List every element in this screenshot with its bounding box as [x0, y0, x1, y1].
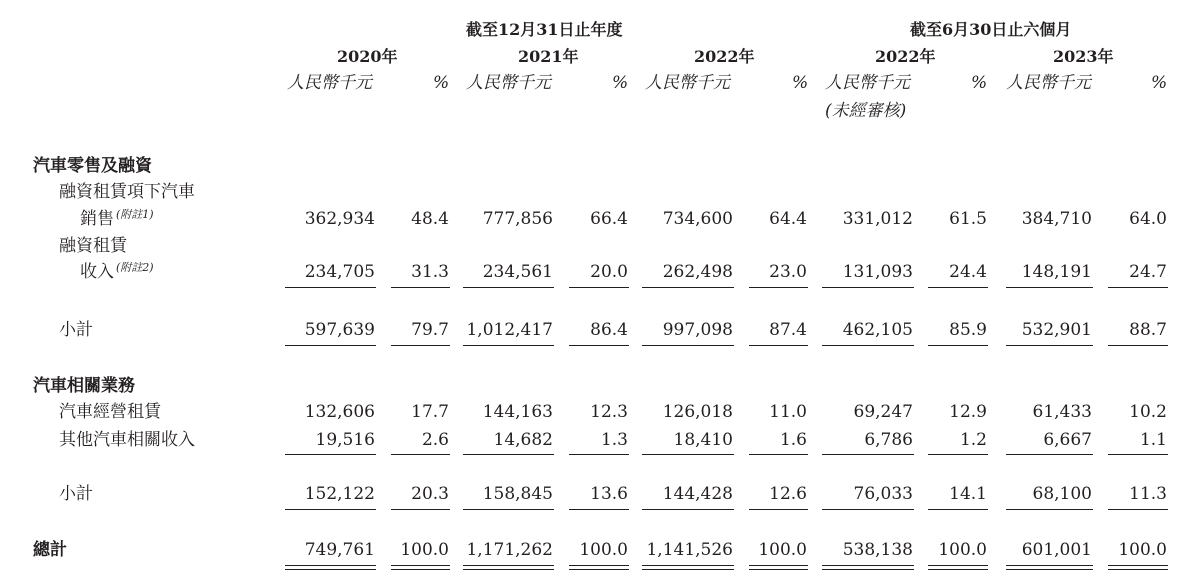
subtotal-divider — [285, 454, 376, 455]
group-header-six-months: 截至6月30日止六個月 — [910, 20, 1072, 39]
subtotal-underline — [285, 509, 376, 510]
amount-cell: 68,100 — [1032, 484, 1092, 504]
subtotal-divider — [642, 287, 734, 288]
subtotal-underline — [463, 345, 554, 346]
percent-cell: 24.4 — [949, 262, 987, 282]
subtotal-underline — [928, 509, 988, 510]
unit-header: 人民幣千元 — [645, 73, 730, 93]
amount-cell: 144,163 — [482, 402, 553, 422]
subtotal-underline — [1108, 345, 1168, 346]
total-double-underline — [749, 565, 808, 566]
year-header-2023-h1: 2023年 — [1053, 47, 1114, 66]
subtotal-underline — [642, 345, 734, 346]
percent-cell: 100.0 — [579, 540, 628, 560]
group-header-fiscal-year: 截至12月31日止年度 — [466, 20, 623, 39]
subtotal-underline — [285, 345, 376, 346]
percent-cell: 100.0 — [400, 540, 449, 560]
amount-cell: 144,428 — [662, 484, 733, 504]
amount-cell: 18,410 — [673, 430, 733, 450]
pct-header: % — [433, 73, 450, 93]
subtotal-underline — [749, 509, 808, 510]
total-double-underline — [391, 565, 450, 566]
percent-cell: 100.0 — [938, 540, 987, 560]
row-label: 融資租賃項下汽車 — [59, 182, 195, 202]
percent-cell: 86.4 — [590, 320, 628, 340]
amount-cell: 601,001 — [1021, 540, 1092, 560]
unit-header: 人民幣千元 — [1006, 73, 1091, 93]
row-label: 融資租賃 — [59, 236, 127, 256]
subtotal-divider — [822, 287, 914, 288]
subtotal-divider — [749, 454, 808, 455]
total-double-underline — [642, 569, 734, 570]
percent-cell: 1.3 — [600, 430, 628, 450]
amount-cell: 997,098 — [662, 320, 733, 340]
percent-cell: 17.7 — [411, 402, 449, 422]
subtotal-underline — [463, 509, 554, 510]
total-double-underline — [569, 569, 629, 570]
percent-cell: 20.3 — [411, 484, 449, 504]
total-double-underline — [1108, 565, 1168, 566]
percent-cell: 20.0 — [590, 262, 628, 282]
subtotal-divider — [569, 287, 629, 288]
total-double-underline — [1006, 565, 1093, 566]
subtotal-underline — [569, 509, 629, 510]
amount-cell: 597,639 — [304, 320, 375, 340]
total-double-underline — [1006, 569, 1093, 570]
subtotal-underline — [1006, 345, 1093, 346]
percent-cell: 1.1 — [1139, 430, 1167, 450]
total-double-underline — [822, 565, 914, 566]
year-header-2020: 2020年 — [337, 47, 398, 66]
subtotal-underline — [642, 509, 734, 510]
row-label: 其他汽車相關收入 — [59, 430, 195, 450]
amount-cell: 749,761 — [304, 540, 375, 560]
subtotal-underline — [391, 509, 450, 510]
pct-header: % — [792, 73, 809, 93]
percent-cell: 11.0 — [769, 402, 807, 422]
subtotal-label: 小計 — [59, 320, 93, 340]
total-double-underline — [928, 565, 988, 566]
subtotal-divider — [569, 454, 629, 455]
subtotal-divider — [1006, 287, 1093, 288]
subtotal-underline — [822, 345, 914, 346]
year-header-2022-h1: 2022年 — [875, 47, 936, 66]
total-double-underline — [822, 569, 914, 570]
unaudited-note: (未經審核) — [825, 101, 907, 121]
percent-cell: 48.4 — [411, 209, 449, 229]
percent-cell: 85.9 — [949, 320, 987, 340]
amount-cell: 126,018 — [662, 402, 733, 422]
amount-cell: 76,033 — [853, 484, 913, 504]
total-double-underline — [569, 565, 629, 566]
amount-cell: 1,171,262 — [466, 540, 553, 560]
percent-cell: 64.4 — [769, 209, 807, 229]
amount-cell: 14,682 — [493, 430, 553, 450]
total-double-underline — [285, 565, 376, 566]
row-label: 汽車經營租賃 — [59, 402, 161, 422]
subtotal-divider — [1108, 454, 1168, 455]
percent-cell: 24.7 — [1129, 262, 1167, 282]
amount-cell: 132,606 — [304, 402, 375, 422]
amount-cell: 384,710 — [1021, 209, 1092, 229]
percent-cell: 1.6 — [779, 430, 807, 450]
section-title-auto-related: 汽車相關業務 — [33, 376, 135, 396]
amount-cell: 148,191 — [1021, 262, 1092, 282]
subtotal-underline — [928, 345, 988, 346]
amount-cell: 234,561 — [482, 262, 553, 282]
subtotal-divider — [928, 287, 988, 288]
percent-cell: 61.5 — [949, 209, 987, 229]
unit-header: 人民幣千元 — [287, 73, 372, 93]
percent-cell: 66.4 — [590, 209, 628, 229]
pct-header: % — [971, 73, 988, 93]
row-label-cont: 銷售 $^{(附註1)}$ — [80, 208, 154, 229]
amount-cell: 734,600 — [662, 209, 733, 229]
year-header-2022: 2022年 — [694, 47, 755, 66]
unit-header: 人民幣千元 — [466, 73, 551, 93]
amount-cell: 462,105 — [842, 320, 913, 340]
amount-cell: 362,934 — [304, 209, 375, 229]
subtotal-divider — [285, 287, 376, 288]
amount-cell: 538,138 — [842, 540, 913, 560]
footnote-ref: (附註2) — [116, 261, 154, 274]
amount-cell: 262,498 — [662, 262, 733, 282]
percent-cell: 23.0 — [769, 262, 807, 282]
total-double-underline — [749, 569, 808, 570]
percent-cell: 1.2 — [959, 430, 987, 450]
subtotal-divider — [822, 454, 914, 455]
amount-cell: 69,247 — [853, 402, 913, 422]
percent-cell: 12.3 — [590, 402, 628, 422]
subtotal-divider — [463, 287, 554, 288]
total-double-underline — [463, 569, 554, 570]
total-double-underline — [928, 569, 988, 570]
row-label-cont: 收入 $^{(附註2)}$ — [80, 261, 154, 282]
amount-cell: 131,093 — [842, 262, 913, 282]
amount-cell: 1,141,526 — [646, 540, 733, 560]
amount-cell: 152,122 — [304, 484, 375, 504]
amount-cell: 234,705 — [304, 262, 375, 282]
amount-cell: 61,433 — [1032, 402, 1092, 422]
subtotal-divider — [391, 287, 450, 288]
subtotal-underline — [1108, 509, 1168, 510]
subtotal-divider — [749, 287, 808, 288]
percent-cell: 100.0 — [1118, 540, 1167, 560]
percent-cell: 88.7 — [1129, 320, 1167, 340]
percent-cell: 87.4 — [769, 320, 807, 340]
total-double-underline — [642, 565, 734, 566]
percent-cell: 2.6 — [421, 430, 449, 450]
subtotal-divider — [928, 454, 988, 455]
subtotal-divider — [391, 454, 450, 455]
subtotal-divider — [642, 454, 734, 455]
footnote-ref: (附註1) — [116, 208, 154, 221]
amount-cell: 19,516 — [315, 430, 375, 450]
pct-header: % — [612, 73, 629, 93]
percent-cell: 79.7 — [411, 320, 449, 340]
percent-cell: 13.6 — [590, 484, 628, 504]
section-title-retail-finance: 汽車零售及融資 — [33, 156, 152, 176]
subtotal-underline — [569, 345, 629, 346]
total-double-underline — [463, 565, 554, 566]
subtotal-label: 小計 — [59, 484, 93, 504]
amount-cell: 1,012,417 — [466, 320, 553, 340]
pct-header: % — [1151, 73, 1168, 93]
percent-cell: 12.9 — [949, 402, 987, 422]
total-label: 總計 — [33, 540, 67, 560]
amount-cell: 6,786 — [864, 430, 913, 450]
percent-cell: 64.0 — [1129, 209, 1167, 229]
unit-header: 人民幣千元 — [825, 73, 910, 93]
subtotal-divider — [1108, 287, 1168, 288]
amount-cell: 158,845 — [482, 484, 553, 504]
total-double-underline — [1108, 569, 1168, 570]
percent-cell: 11.3 — [1129, 484, 1167, 504]
year-header-2021: 2021年 — [518, 47, 579, 66]
percent-cell: 31.3 — [411, 262, 449, 282]
percent-cell: 10.2 — [1129, 402, 1167, 422]
subtotal-underline — [749, 345, 808, 346]
percent-cell: 12.6 — [769, 484, 807, 504]
subtotal-underline — [1006, 509, 1093, 510]
amount-cell: 331,012 — [842, 209, 913, 229]
subtotal-divider — [463, 454, 554, 455]
subtotal-underline — [822, 509, 914, 510]
amount-cell: 532,901 — [1021, 320, 1092, 340]
amount-cell: 6,667 — [1043, 430, 1092, 450]
subtotal-divider — [1006, 454, 1093, 455]
subtotal-underline — [391, 345, 450, 346]
total-double-underline — [391, 569, 450, 570]
total-double-underline — [285, 569, 376, 570]
percent-cell: 100.0 — [758, 540, 807, 560]
percent-cell: 14.1 — [949, 484, 987, 504]
amount-cell: 777,856 — [482, 209, 553, 229]
